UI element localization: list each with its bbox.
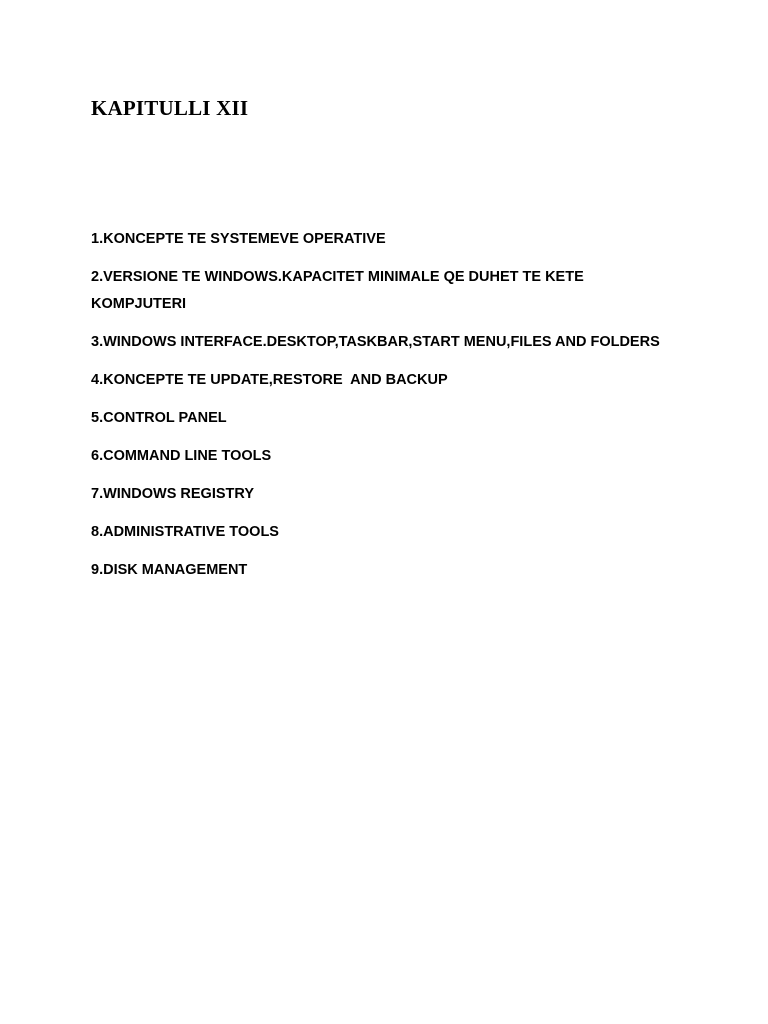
- topic-item: 8.ADMINISTRATIVE TOOLS: [91, 524, 279, 540]
- topic-item: 9.DISK MANAGEMENT: [91, 562, 248, 578]
- topic-item: 3.WINDOWS INTERFACE.DESKTOP,TASKBAR,START MENU,FILES AND FOLDERS: [91, 334, 660, 350]
- topic-item: 2.VERSIONE TE WINDOWS.KAPACITET MINIMALE QE DUHET TE KETE KOMPJUTERI: [91, 269, 588, 312]
- chapter-topics-list: [91, 226, 691, 595]
- topic-item: 4.KONCEPTE TE UPDATE,RESTORE AND BACKUP: [91, 372, 448, 388]
- topic-item: 7.WINDOWS REGISTRY: [91, 486, 254, 502]
- topic-item: 1.KONCEPTE TE SYSTEMEVE OPERATIVE: [91, 231, 386, 247]
- topic-item: 5.CONTROL PANEL: [91, 410, 227, 426]
- topic-item: 6.COMMAND LINE TOOLS: [91, 448, 272, 464]
- chapter-title: KAPITULLI XII: [91, 96, 249, 120]
